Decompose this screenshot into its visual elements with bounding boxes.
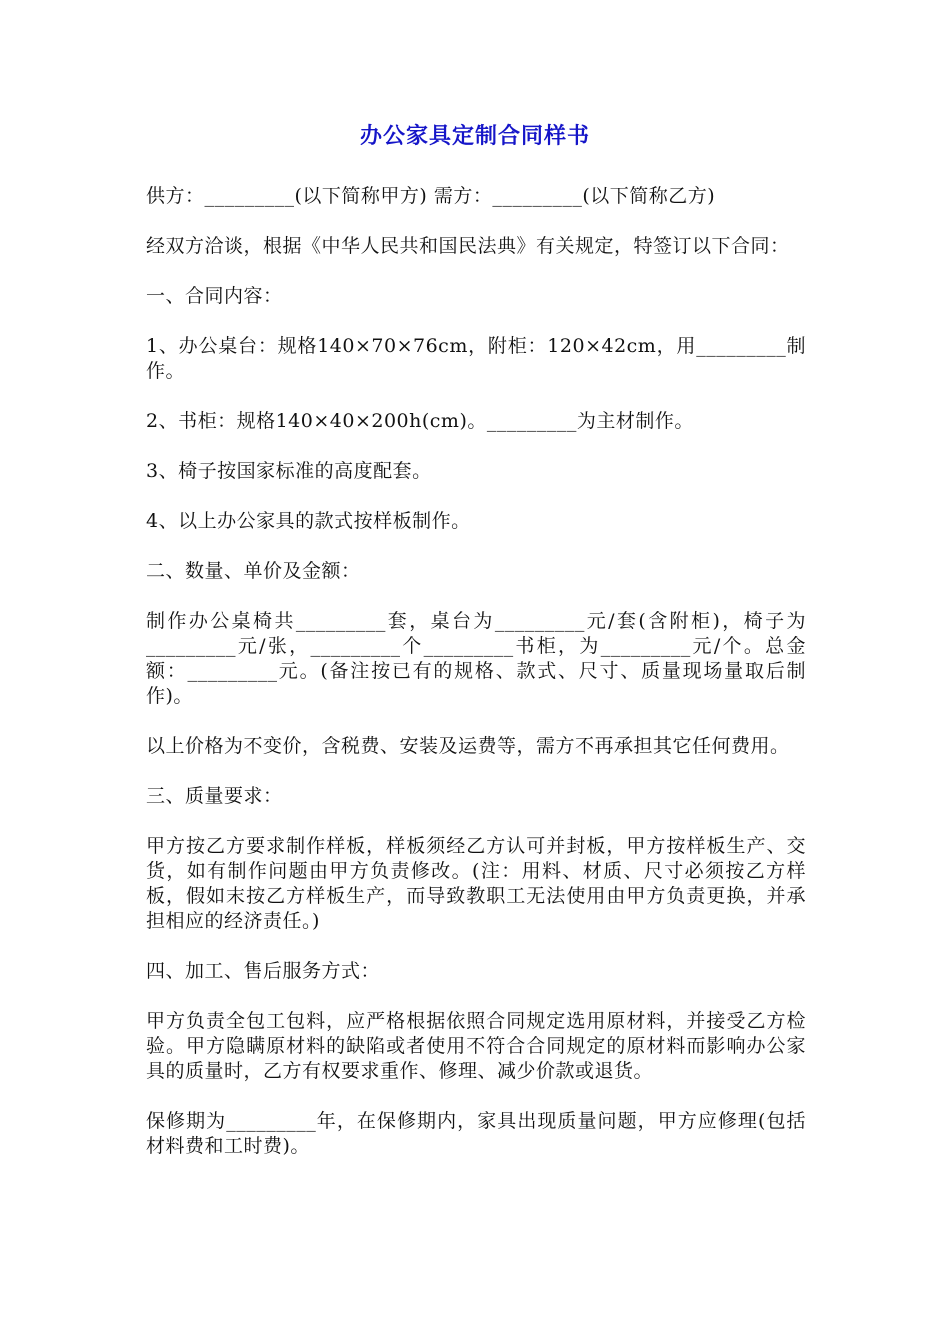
item-bookcase: 2、书柜：规格140×40×200h(cm)。_________为主材制作。 bbox=[146, 410, 694, 432]
quality-paragraph: 甲方按乙方要求制作样板，样板须经乙方认可并封板，甲方按样板生产、交货，如有制作问题由甲方负责修改。(注：用料、材质、尺寸必须按乙方样板，假如末按乙方样板生产，而导致教职工无法使用由甲方负责更换，并承担相应的经济责任。) bbox=[146, 835, 806, 932]
warranty-paragraph: 保修期为_________年，在保修期内，家具出现质量问题，甲方应修理(包括材料费和工时费)。 bbox=[146, 1110, 806, 1157]
parties-paragraph: 供方：_________(以下简称甲方) 需方：_________(以下简称乙方) bbox=[146, 185, 716, 207]
section-heading-service: 四、加工、售后服务方式： bbox=[146, 960, 381, 982]
item-chair: 3、椅子按国家标准的高度配套。 bbox=[146, 460, 432, 482]
item-desk: 1、办公桌台：规格140×70×76cm，附柜：120×42cm，用_________制作。 bbox=[146, 335, 806, 382]
quantity-price-paragraph: 制作办公桌椅共_________套，桌台为_________元/套(含附柜)，椅子为_________元/张，_________个_________书柜，为_________元/个。总金额：_________元。(备注按已有的规格、款式、尺寸、质量现场量取后制作)。 bbox=[146, 610, 806, 707]
item-style: 4、以上办公家具的款式按样板制作。 bbox=[146, 510, 471, 532]
document-title: 办公家具定制合同样书 bbox=[359, 124, 590, 149]
document-body bbox=[146, 184, 806, 1184]
preamble-paragraph: 经双方洽谈，根据《中华人民共和国民法典》有关规定，特签订以下合同： bbox=[146, 235, 790, 257]
section-heading-quantity-price: 二、数量、单价及金额： bbox=[146, 560, 361, 582]
price-note-paragraph: 以上价格为不变价，含税费、安装及运费等，需方不再承担其它任何费用。 bbox=[146, 735, 790, 757]
section-heading-quality: 三、质量要求： bbox=[146, 785, 283, 807]
service-paragraph: 甲方负责全包工包料，应严格根据依照合同规定选用原材料，并接受乙方检验。甲方隐瞒原材料的缺陷或者使用不符合合同规定的原材料而影响办公家具的质量时，乙方有权要求重作、修理、减少价款或退货。 bbox=[146, 1010, 806, 1082]
section-heading-contract-content: 一、合同内容： bbox=[146, 285, 283, 307]
